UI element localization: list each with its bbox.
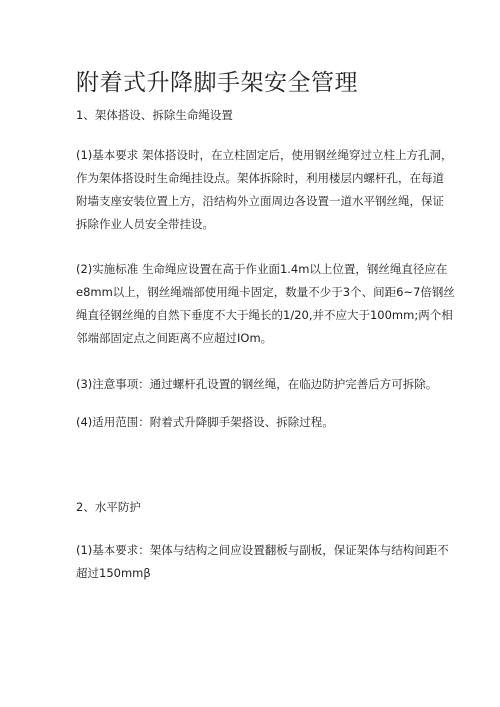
paragraph-precautions <box>76 373 436 396</box>
paragraph-scope <box>76 411 436 434</box>
paragraph-line: (1)基本要求：架体与结构之间应设置翻板与副板，保证架体与结构间距不 <box>76 543 449 557</box>
paragraph-line: 邻端部固定点之间距离不应超过IOm。 <box>76 331 273 345</box>
paragraph-line: (1)基本要求 架体搭设时，在立柱固定后，使用钢丝绳穿过立柱上方孔洞， <box>76 148 453 162</box>
paragraph-line: 附墙支座安装位置上方，沿结构外立面周边各设置一道水平钢丝绳，保证 <box>76 194 444 208</box>
paragraph-line: e8mm以上，钢丝绳端部使用绳卡固定，数量不少于3个、间距6~7倍钢丝 <box>76 285 455 299</box>
paragraph-line: (4)适用范围：附着式升降脚手架搭设、拆除过程。 <box>76 415 334 429</box>
section-heading-2: 2、水平防护 <box>76 500 141 514</box>
document-title: 附着式升降脚手架安全管理 <box>76 70 358 96</box>
section-heading-1: 1、架体搭设、拆除生命绳设置 <box>76 108 233 122</box>
paragraph-implementation-standard <box>76 258 455 350</box>
paragraph-line: 绳直径钢丝绳的自然下垂度不大于绳长的1/20,并不应大于100mm;两个相 <box>76 308 453 322</box>
paragraph-line: (3)注意事项：通过螺杆孔设置的钢丝绳，在临边防护完善后方可拆除。 <box>76 377 438 391</box>
paragraph-line: 超过150mmβ <box>76 566 151 580</box>
paragraph-line: 作为架体搭设时生命绳挂设点。架体拆除时，利用楼层内螺杆孔，在每道 <box>76 171 444 185</box>
paragraph-line: 拆除作业人员安全带挂设。 <box>76 217 214 231</box>
paragraph-line: (2)实施标准 生命绳应设置在高于作业面1.4m以上位置，钢丝绳直径应在 <box>76 262 448 276</box>
paragraph-horizontal-protection <box>76 539 449 585</box>
paragraph-basic-requirements <box>76 144 453 236</box>
